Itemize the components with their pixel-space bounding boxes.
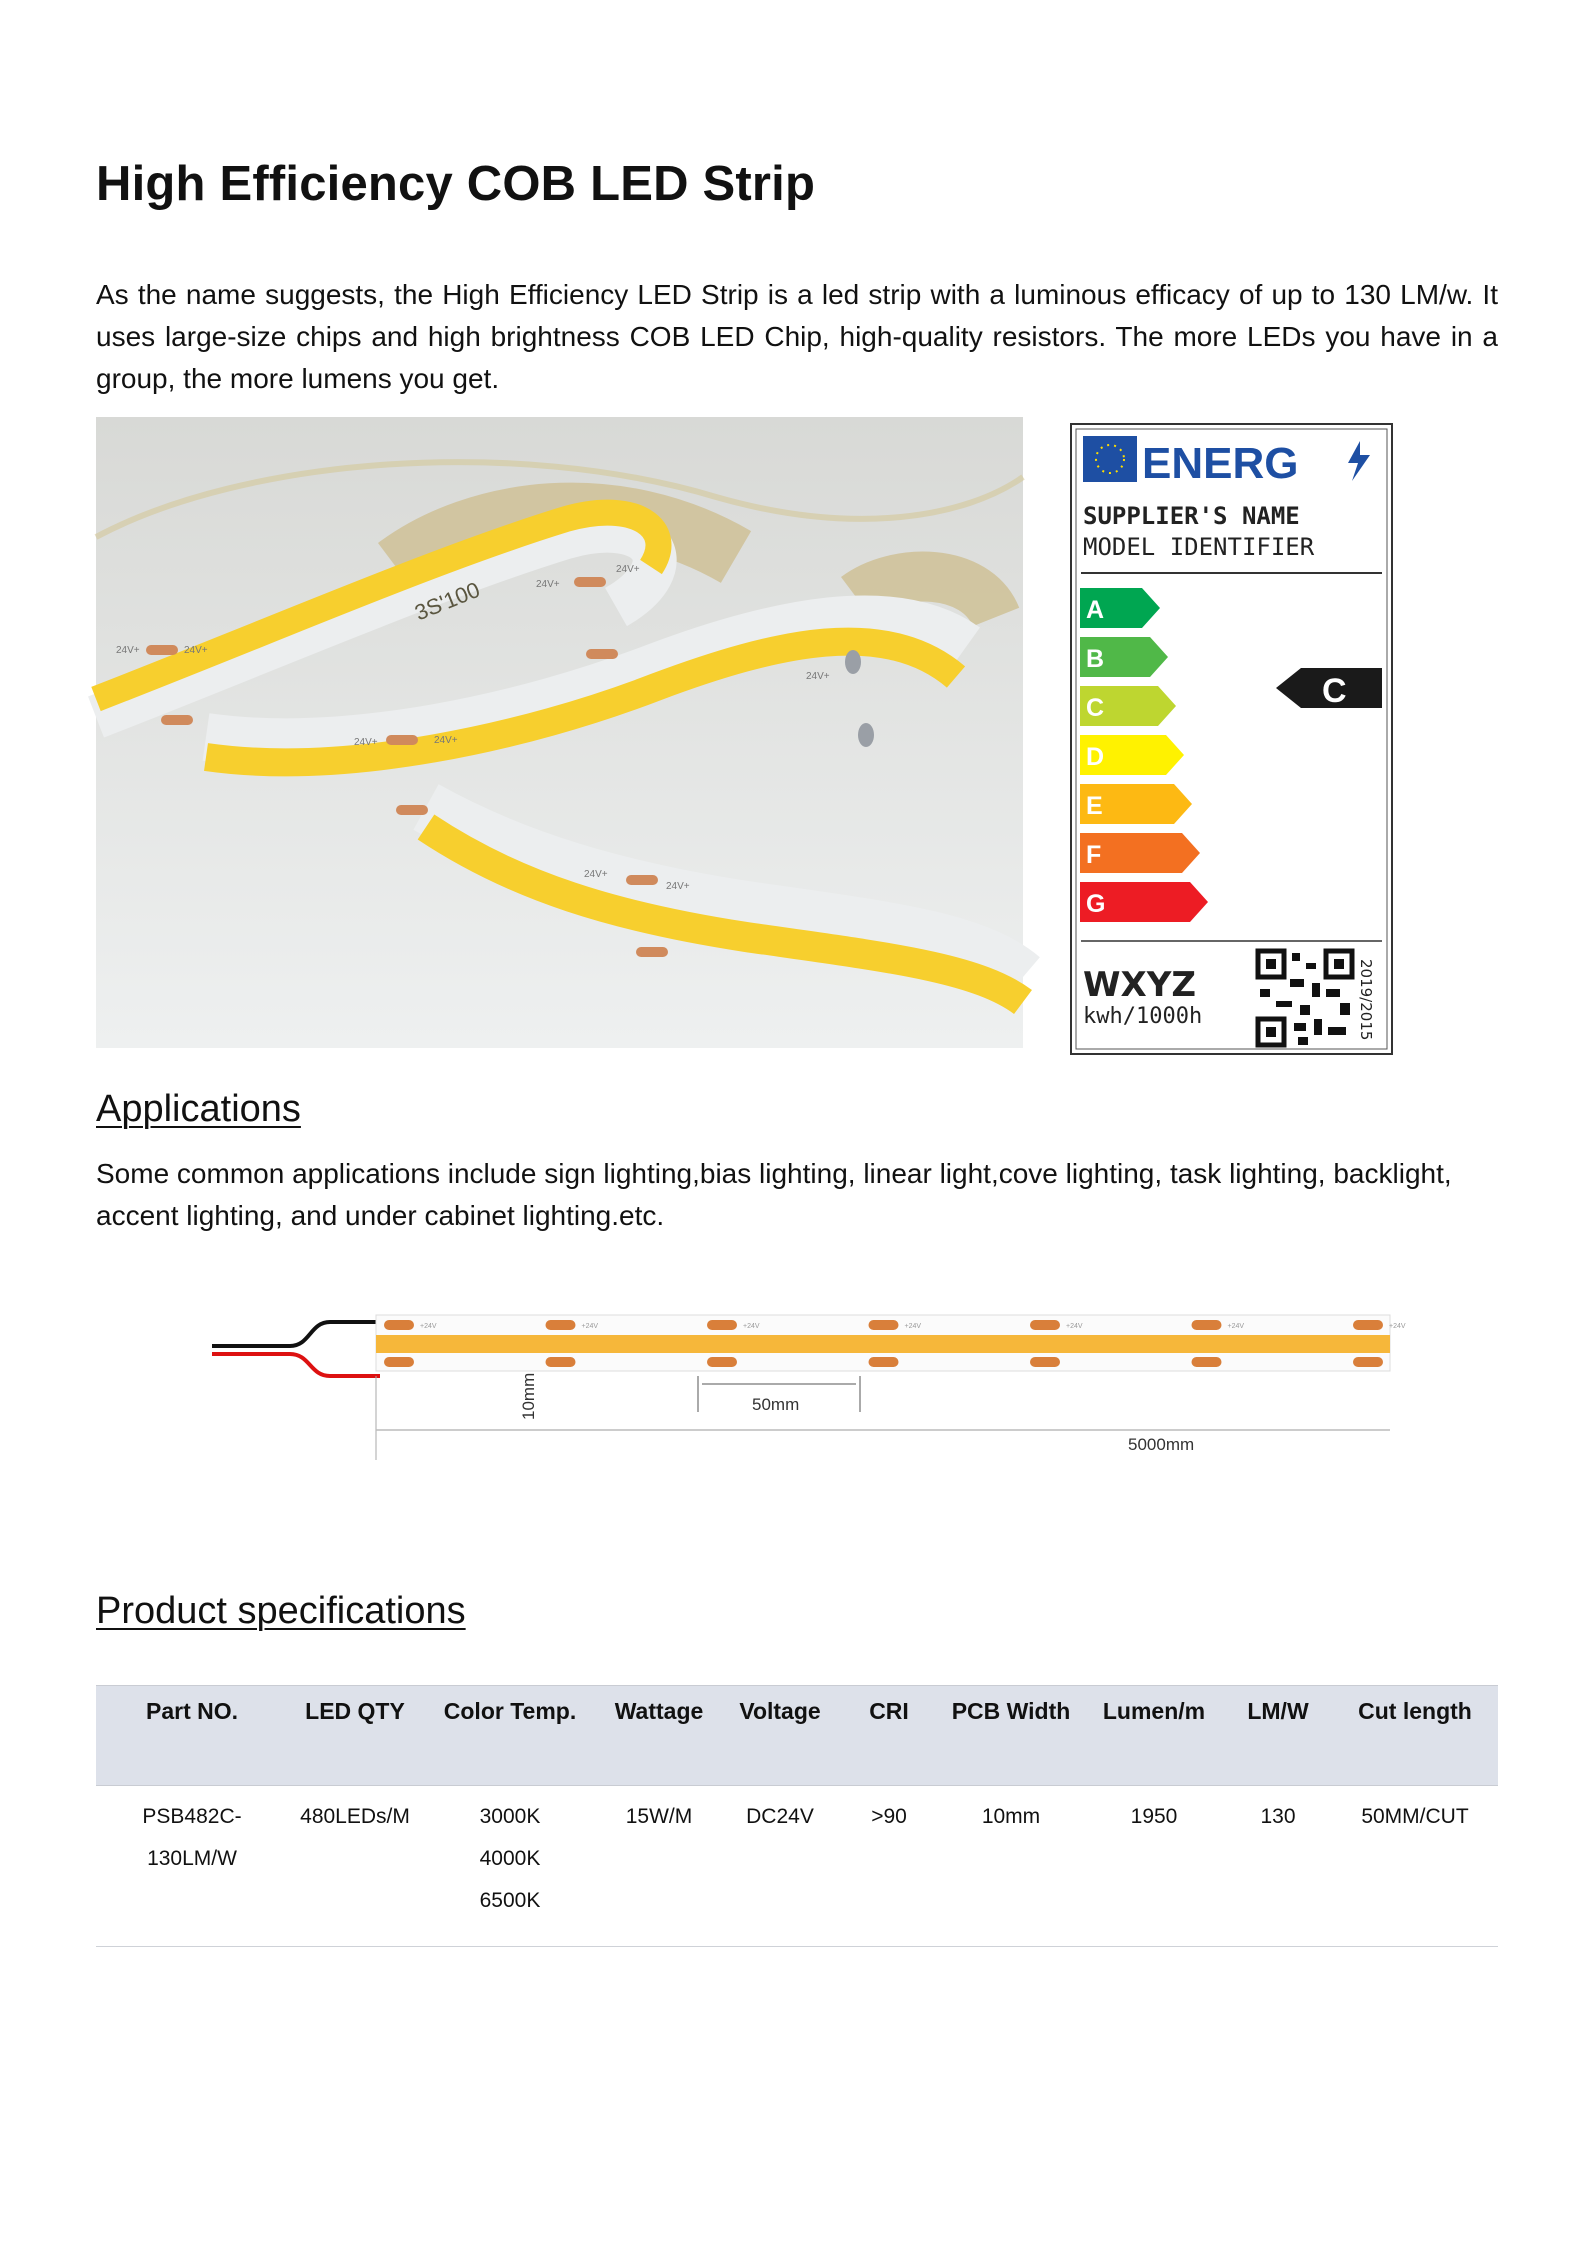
pad-voltage-label: +24V: [581, 1323, 599, 1330]
column-header: PCB Width: [938, 1686, 1084, 1786]
column-header: Voltage: [720, 1686, 840, 1786]
rating-letter: C: [1322, 672, 1347, 710]
solder-pad: [869, 1357, 899, 1367]
column-header: Wattage: [598, 1686, 720, 1786]
pad-voltage-label: +24V: [1227, 1323, 1245, 1330]
solder-pad: [1192, 1320, 1222, 1330]
cut-length-label: 50mm: [752, 1395, 800, 1414]
lmw-cell: 130: [1224, 1786, 1332, 1947]
pad-voltage-label: +24V: [743, 1323, 760, 1330]
solder-pad: [1192, 1357, 1222, 1367]
solder-pad: [384, 1357, 414, 1367]
pad-voltage-label: +24V: [1389, 1323, 1406, 1330]
energy-class-letter: F: [1086, 841, 1102, 869]
column-header: Cut length: [1332, 1686, 1498, 1786]
total-length-label: 5000mm: [1128, 1435, 1195, 1454]
intro-paragraph: As the name suggests, the High Efficiency LED Strip is a led strip with a luminous efficacy of up to 130 LM/w. It uses large-size chips and high brightness COB LED Chip, high-quality resistors. The more LEDs you have in a group, the more lumens you get.: [96, 279, 1498, 394]
solder-pad: [707, 1320, 737, 1330]
width-label: 10mm: [519, 1372, 538, 1420]
energy-class-letter: B: [1086, 645, 1105, 673]
eu-flag-icon: [1083, 436, 1137, 482]
pad-label: 24V+: [184, 645, 208, 656]
part-number-cell: [96, 1786, 288, 1947]
column-header: Color Temp.: [422, 1686, 598, 1786]
column-header: LM/W: [1224, 1686, 1332, 1786]
applications-text: Some common applications include sign lighting,bias lighting, linear light,cove lighting, task lighting, backlight, accent lighting, and under cabinet lighting.etc.: [96, 1158, 1452, 1231]
pad-voltage-label: +24V: [1066, 1323, 1083, 1330]
solder-pad: [384, 1320, 414, 1330]
pad-label: 24V+: [806, 671, 830, 682]
color-temp-value: 4000K: [479, 1847, 541, 1870]
energy-class-letter: A: [1086, 596, 1105, 624]
cut-length-cell: 50MM/CUT: [1332, 1786, 1498, 1947]
page-title: High Efficiency COB LED Strip: [96, 157, 816, 211]
energy-class-letter: E: [1086, 792, 1103, 820]
pad-label: 24V+: [434, 735, 458, 746]
energy-brand: ENERG: [1142, 439, 1299, 488]
solder-pad: [1353, 1320, 1383, 1330]
regulation-number: 2019/2015: [1357, 959, 1375, 1041]
red-wire: [212, 1354, 380, 1376]
led-qty-cell: 480LEDs/M: [288, 1786, 422, 1947]
strip-dimension-diagram: [200, 1300, 1406, 1470]
color-temp-value: 3000K: [479, 1805, 541, 1828]
solder-pad: [546, 1357, 576, 1367]
pad-label: 24V+: [616, 564, 640, 575]
pad-voltage-label: +24V: [904, 1323, 922, 1330]
cri-cell: >90: [840, 1786, 938, 1947]
energy-class-letter: G: [1086, 890, 1106, 918]
solder-pad: [1353, 1357, 1383, 1367]
pad-label: 24V+: [116, 645, 140, 656]
specifications-heading: Product specifications: [96, 1590, 466, 1632]
applications-heading: Applications: [96, 1088, 301, 1130]
color-temp-value: 6500K: [479, 1889, 541, 1912]
energy-label: [1070, 423, 1393, 1055]
pad-label: 24V+: [666, 881, 690, 892]
column-header: CRI: [840, 1686, 938, 1786]
pcb-width-cell: 10mm: [938, 1786, 1084, 1947]
specifications-table: [96, 1685, 1498, 1947]
supplier-name: SUPPLIER'S NAME: [1083, 502, 1300, 530]
solder-pad: [546, 1320, 576, 1330]
part-number-line: PSB482C-: [142, 1805, 242, 1828]
tape-print: 3S'100: [411, 576, 484, 626]
voltage-cell: DC24V: [720, 1786, 840, 1947]
black-wire: [212, 1322, 380, 1346]
model-identifier: MODEL IDENTIFIER: [1083, 533, 1315, 561]
lumen-cell: 1950: [1084, 1786, 1224, 1947]
qr-code-icon: [1256, 949, 1354, 1047]
wattage-cell: 15W/M: [598, 1786, 720, 1947]
solder-pad: [1030, 1357, 1060, 1367]
consumption-unit: kwh/1000h: [1083, 1004, 1203, 1029]
energy-class-letter: C: [1086, 694, 1105, 722]
solder-pad: [1030, 1320, 1060, 1330]
column-header: Lumen/m: [1084, 1686, 1224, 1786]
product-photo: [96, 417, 1023, 1048]
solder-pad: [869, 1320, 899, 1330]
pad-label: 24V+: [354, 737, 378, 748]
column-header: Part NO.: [96, 1686, 288, 1786]
part-number-line: 130LM/W: [147, 1847, 237, 1870]
pad-label: 24V+: [536, 579, 560, 590]
table-row: [96, 1786, 1498, 1947]
pad-label: 24V+: [584, 869, 608, 880]
column-header: LED QTY: [288, 1686, 422, 1786]
energy-class-letter: D: [1086, 743, 1105, 771]
table-header-row: [96, 1686, 1498, 1786]
color-temp-cell: [422, 1786, 598, 1947]
solder-pad: [707, 1357, 737, 1367]
consumption-value: WXYZ: [1083, 965, 1196, 1005]
pad-voltage-label: +24V: [420, 1323, 437, 1330]
